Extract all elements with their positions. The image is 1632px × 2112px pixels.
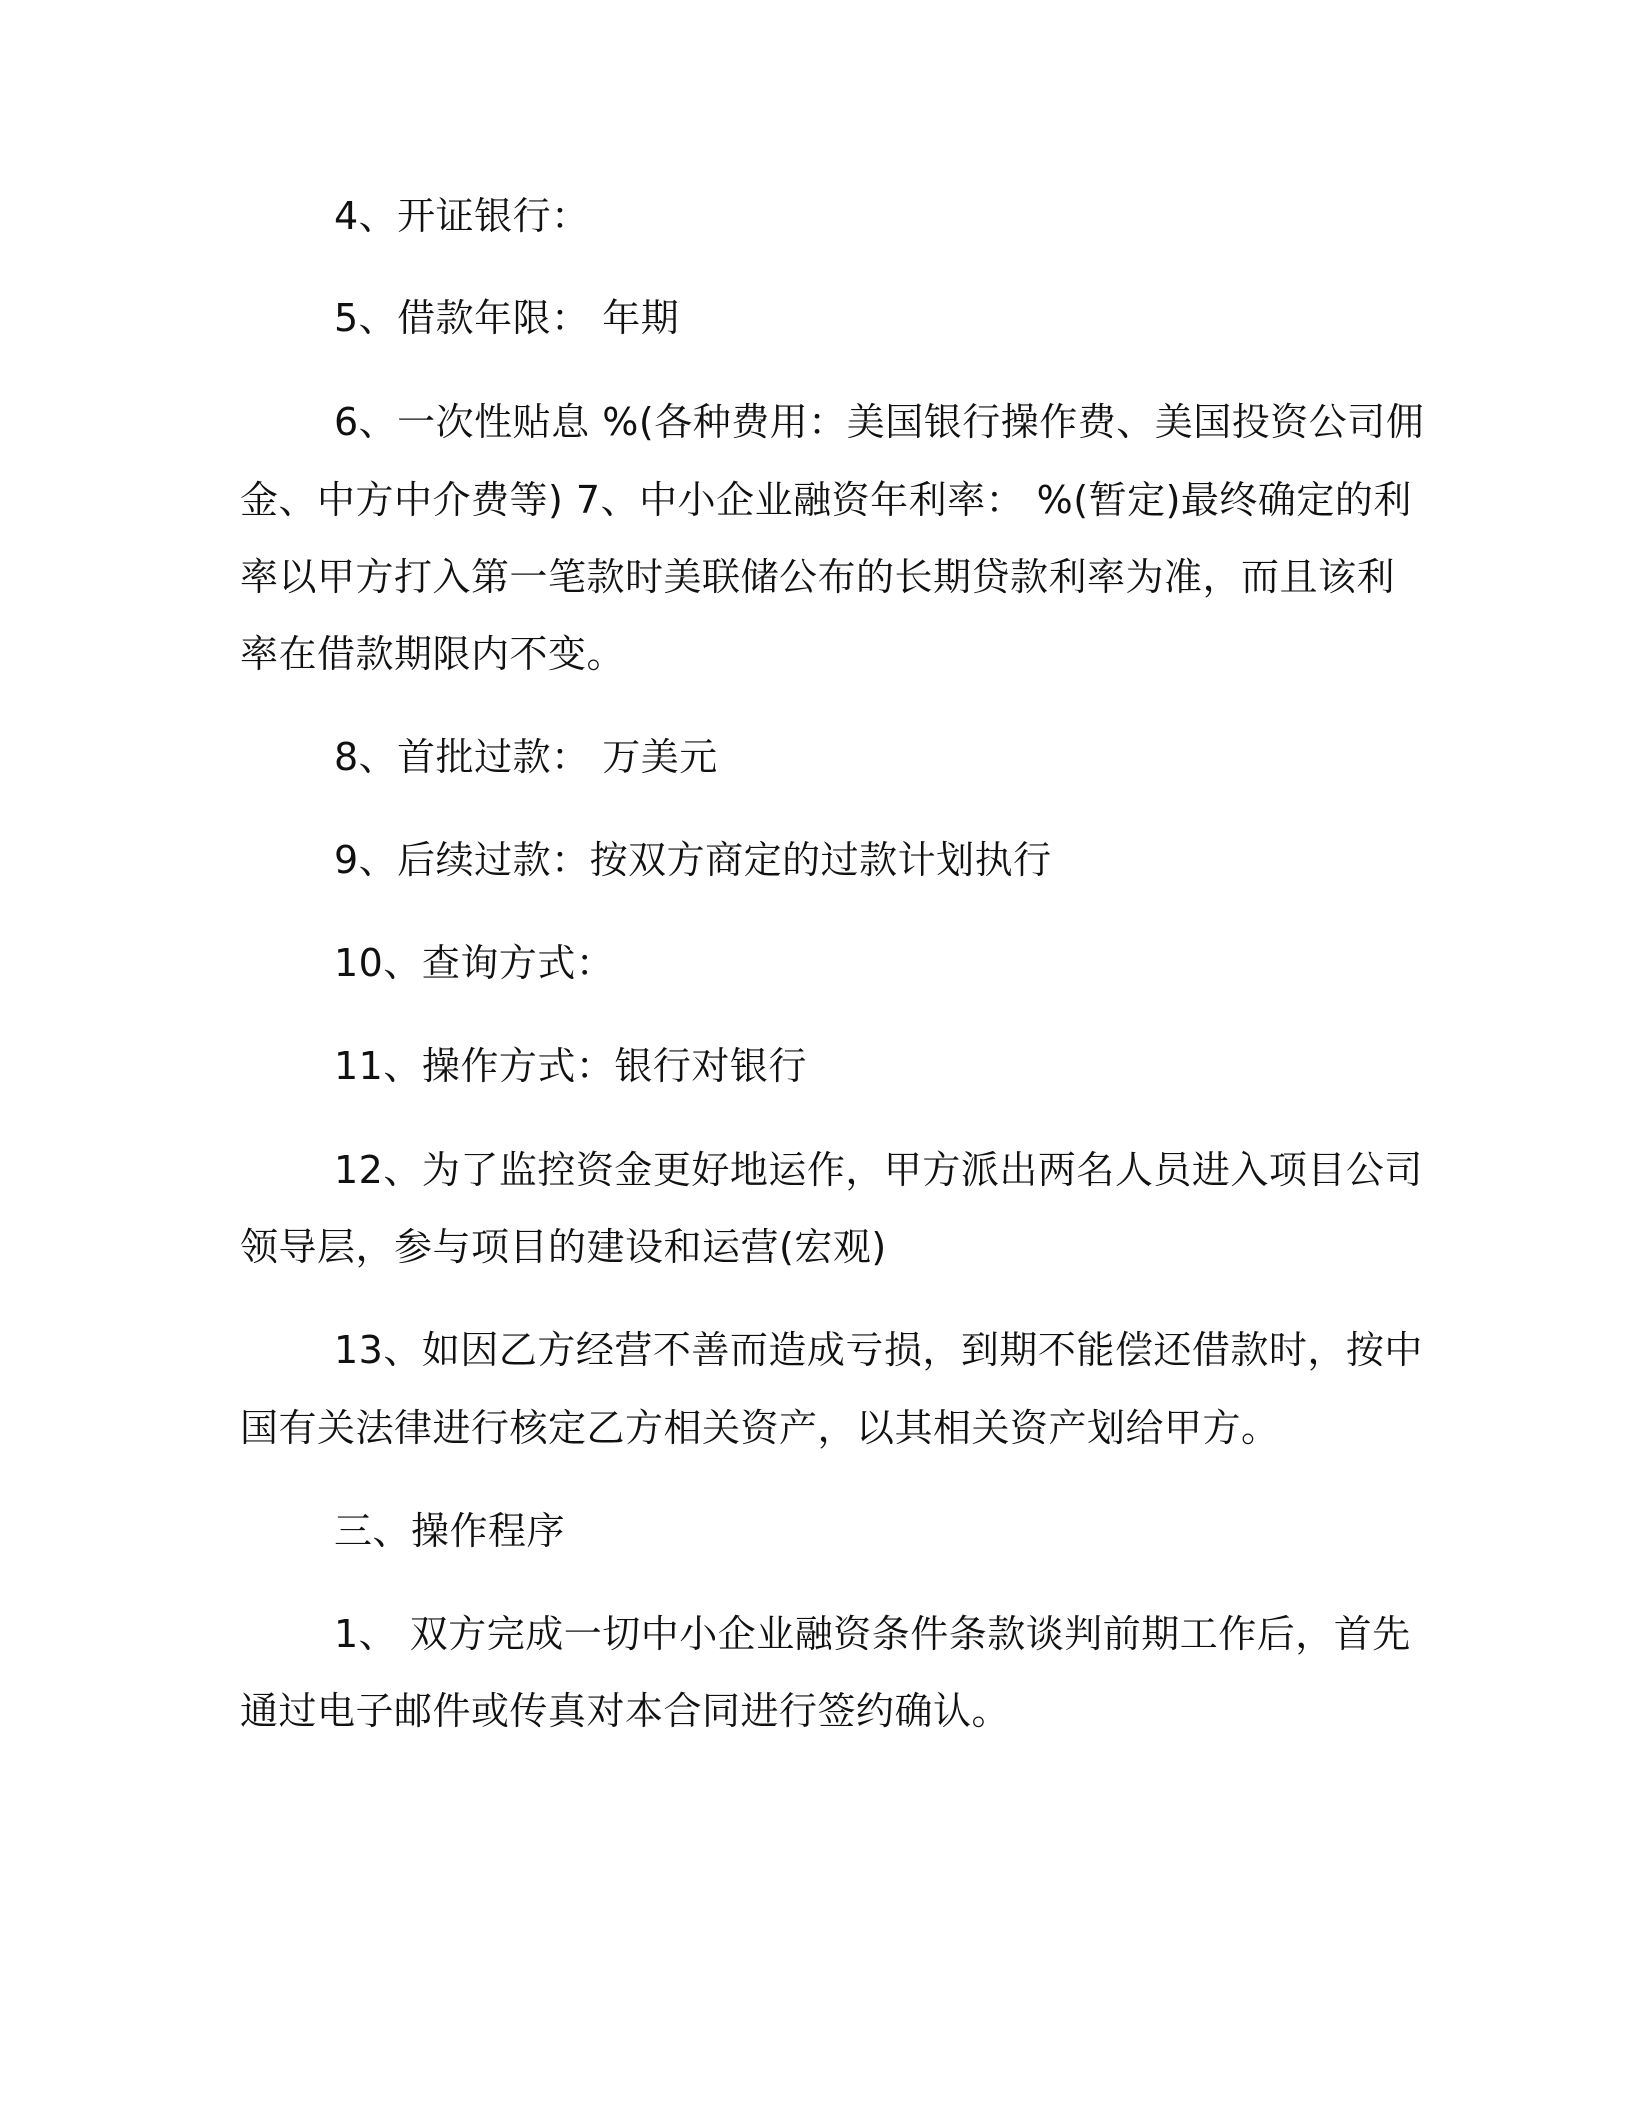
item-13-line-2: 国有关法律进行核定乙方相关资产，以其相关资产划给甲方。 (240, 1406, 1280, 1450)
item-6-line-3: 率以甲方打入第一笔款时美联储公布的长期贷款利率为准，而且该利 (240, 555, 1396, 599)
item-5-line-1: 5、借款年限： 年期 (334, 296, 680, 340)
item-13-line-1: 13、如因乙方经营不善而造成亏损，到期不能偿还借款时，按中 (334, 1328, 1423, 1372)
item-6-line-4: 率在借款期限内不变。 (240, 632, 626, 676)
item-11-line-1: 11、操作方式：银行对银行 (334, 1044, 807, 1088)
section-3-heading: 三、操作程序 (334, 1509, 566, 1553)
item-10-line-1: 10、查询方式： (334, 941, 615, 985)
item-8-line-1: 8、首批过款： 万美元 (334, 735, 718, 779)
item-12-line-2: 领导层，参与项目的建设和运营(宏观) (240, 1225, 887, 1269)
item-4-line-1: 4、开证银行： (334, 194, 590, 238)
procedure-1-line-1: 1、 双方完成一切中小企业融资条件条款谈判前期工作后，首先 (334, 1612, 1411, 1656)
item-9-line-1: 9、后续过款：按双方商定的过款计划执行 (334, 838, 1052, 882)
item-12-line-1: 12、为了监控资金更好地运作，甲方派出两名人员进入项目公司 (334, 1148, 1423, 1192)
item-6-line-1: 6、一次性贴息 %(各种费用：美国银行操作费、美国投资公司佣 (334, 400, 1425, 444)
procedure-1-line-2: 通过电子邮件或传真对本合同进行签约确认。 (240, 1689, 1011, 1733)
item-6-line-2: 金、中方中介费等) 7、中小企业融资年利率： %(暂定)最终确定的利 (240, 478, 1412, 522)
